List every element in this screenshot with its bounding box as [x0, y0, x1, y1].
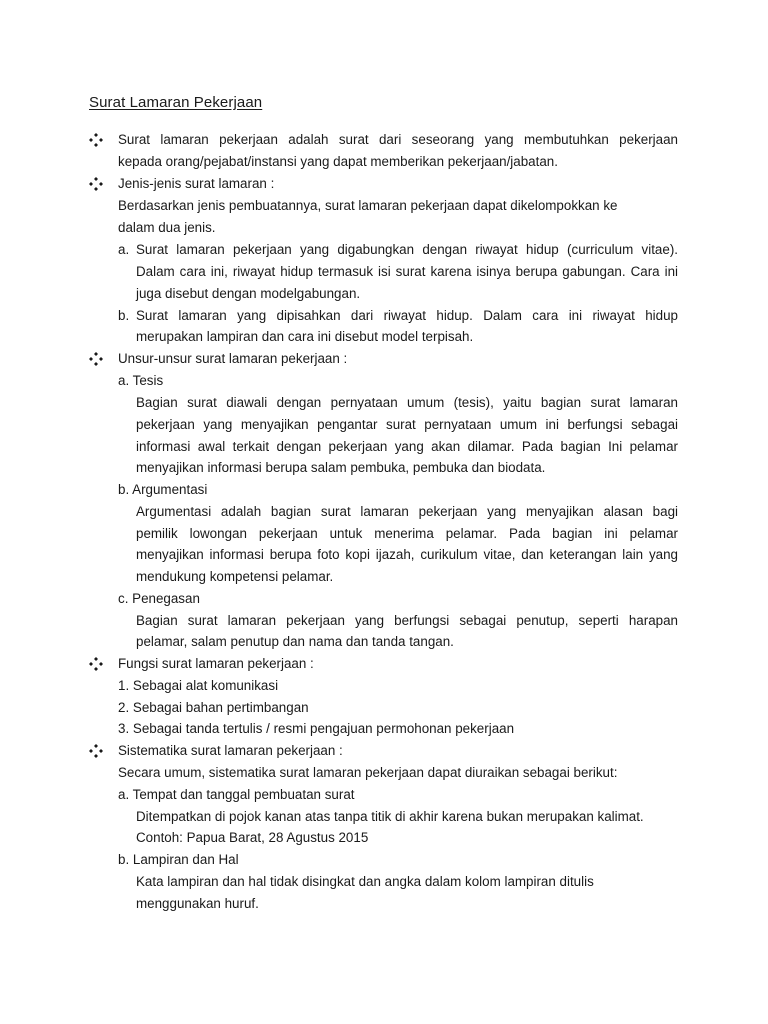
paragraph-line: juga disebut dengan modelgabungan.: [136, 286, 361, 301]
list-marker: b.: [118, 308, 130, 323]
four-diamond-bullet-icon: [89, 744, 103, 758]
paragraph-line: kepada orang/pejabat/instansi yang dapat memberikan pekerjaan/jabatan.: [118, 154, 558, 169]
four-diamond-bullet-icon: [89, 657, 103, 671]
paragraph-line: Berdasarkan jenis pembuatannya, surat lamaran pekerjaan dapat dikelompokkan ke: [118, 198, 618, 213]
paragraph-line: Contoh: Papua Barat, 28 Agustus 2015: [136, 830, 369, 845]
subheading: c. Penegasan: [118, 591, 200, 606]
four-diamond-bullet-icon: [89, 352, 103, 366]
paragraph-line: Bagian surat lamaran pekerjaan yang berfungsi sebagai penutup, seperti harapan: [136, 613, 678, 628]
paragraph-line: Ditempatkan di pojok kanan atas tanpa titik di akhir karena bukan merupakan kalimat.: [136, 809, 644, 824]
list-item: 2. Sebagai bahan pertimbangan: [118, 700, 309, 715]
paragraph-line: pekerjaan yang menyajikan pengantar surat pernyataan umum ini berfungsi sebagai: [136, 417, 678, 432]
subheading: a. Tesis: [118, 373, 164, 388]
paragraph-line: pemilik lowongan pekerjaan untuk menerima pelamar. Pada bagian ini pelamar: [136, 526, 678, 541]
section-heading: Fungsi surat lamaran pekerjaan :: [118, 656, 314, 671]
document-title: Surat Lamaran Pekerjaan: [89, 94, 263, 111]
paragraph-line: merupakan lampiran dan cara ini disebut model terpisah.: [136, 329, 474, 344]
subheading: b. Argumentasi: [118, 482, 208, 497]
paragraph-line: Bagian surat diawali dengan pernyataan umum (tesis), yaitu bagian surat lamaran: [136, 395, 678, 410]
paragraph-line: Surat lamaran yang dipisahkan dari riwayat hidup. Dalam cara ini riwayat hidup: [136, 308, 678, 323]
four-diamond-bullet-icon: [89, 177, 103, 191]
list-item: 1. Sebagai alat komunikasi: [118, 678, 279, 693]
list-marker: a.: [118, 242, 130, 257]
paragraph-line: menyajikan informasi berupa foto kopi ijazah, curikulum vitae, dan keterangan lain yang: [136, 547, 678, 562]
section-heading: Jenis-jenis surat lamaran :: [118, 176, 275, 191]
paragraph-line: Kata lampiran dan hal tidak disingkat dan angka dalam kolom lampiran ditulis: [136, 874, 594, 889]
paragraph-line: menyajikan informasi berupa salam pembuka, pembuka dan biodata.: [136, 460, 546, 475]
paragraph-line: menggunakan huruf.: [136, 896, 259, 911]
four-diamond-bullet-icon: [89, 133, 103, 147]
section-heading: Sistematika surat lamaran pekerjaan :: [118, 743, 343, 758]
subheading: a. Tempat dan tanggal pembuatan surat: [118, 787, 355, 802]
paragraph-line: Dalam cara ini, riwayat hidup termasuk isi surat karena isinya berupa gabungan. Cara ini: [136, 264, 678, 279]
paragraph-line: Secara umum, sistematika surat lamaran pekerjaan dapat diuraikan sebagai berikut:: [118, 765, 618, 780]
paragraph-line: Argumentasi adalah bagian surat lamaran pekerjaan yang menyajikan alasan bagi: [136, 504, 678, 519]
subheading: b. Lampiran dan Hal: [118, 852, 239, 867]
paragraph-line: Surat lamaran pekerjaan adalah surat dari seseorang yang membutuhkan pekerjaan: [118, 132, 678, 147]
paragraph-line: mendukung kompetensi pelamar.: [136, 569, 334, 584]
paragraph-line: informasi awal terkait dengan pekerjaan yang akan dilamar. Pada bagian Ini pelamar: [136, 439, 678, 454]
paragraph-line: pelamar, salam penutup dan nama dan tanda tangan.: [136, 634, 454, 649]
paragraph-line: Surat lamaran pekerjaan yang digabungkan dengan riwayat hidup (curriculum vitae).: [136, 242, 678, 257]
section-heading: Unsur-unsur surat lamaran pekerjaan :: [118, 351, 348, 366]
paragraph-line: dalam dua jenis.: [118, 220, 216, 235]
list-item: 3. Sebagai tanda tertulis / resmi pengajuan permohonan pekerjaan: [118, 721, 515, 736]
